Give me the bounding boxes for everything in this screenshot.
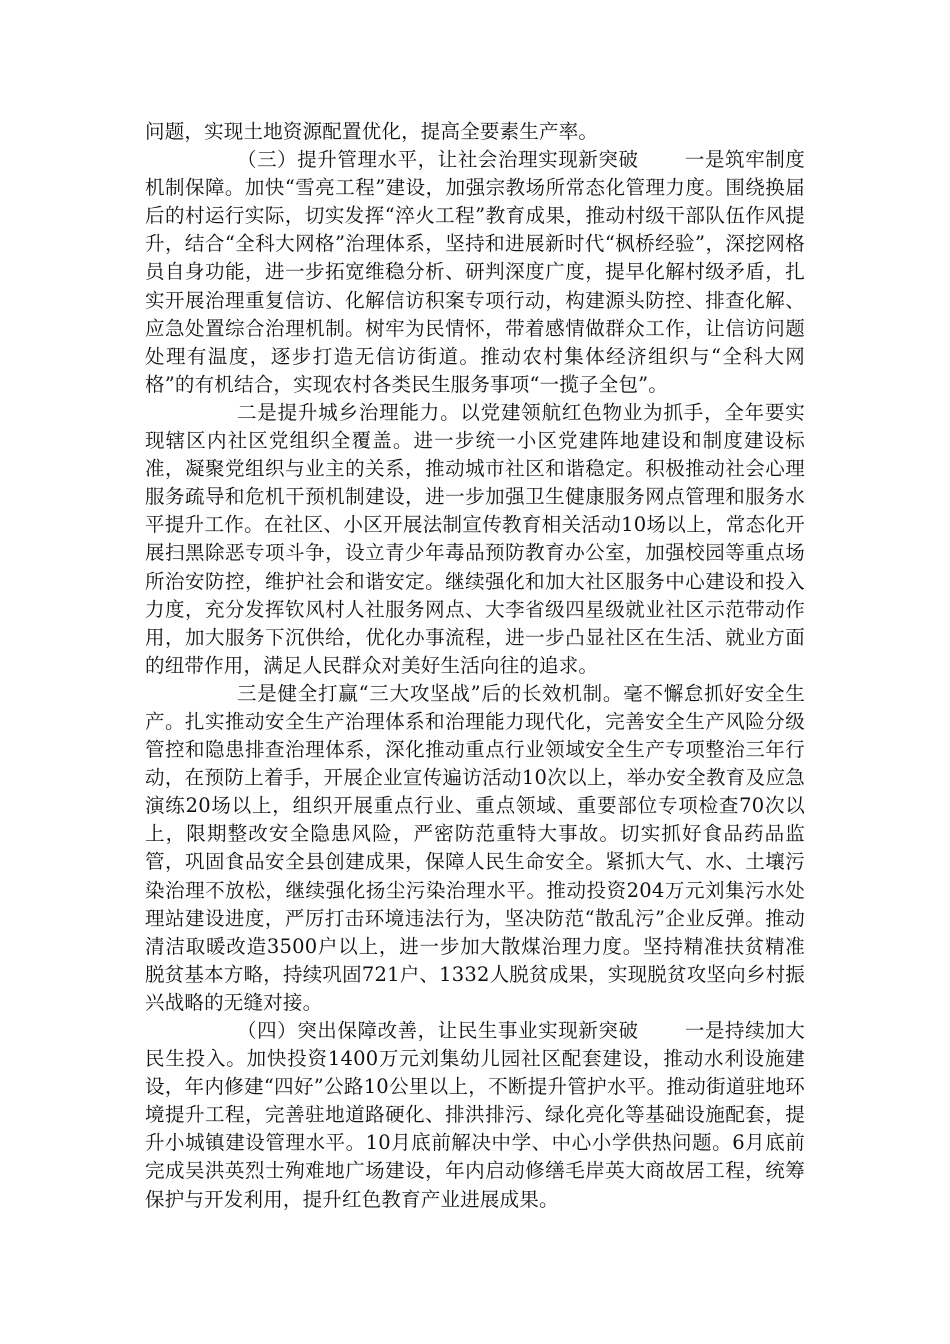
document-page	[145, 118, 805, 1214]
paragraph-section-four	[145, 1017, 805, 1214]
paragraph-text: 问题，实现土地资源配置优化，提高全要素生产率。	[145, 120, 599, 143]
paragraph-continuation	[145, 118, 805, 146]
paragraph-text: 二是提升城乡治理能力。以党建领航红色物业为抓手，全年要实现辖区内社区党组织全覆盖。进一步统一小区党建阵地建设和制度建设标准，凝聚党组织与业主的关系，推动城市社区和谐稳定。积极推动社会心理服务疏导和危机干预机制建设，进一步加强卫生健康服务网点管理和服务水平提升工作。在社区、小区开展法制宣传教育相关活动10场以上，常态化开展扫黑除恶专项斗争，设立青少年毒品预防教育办公室，加强校园等重点场所治安防控，维护社会和谐安定。继续强化和加大社区服务中心建设和投入力度，充分发挥钦风村人社服务网点、大李省级四星级就业社区示范带动作用，加大服务下沉供给，优化办事流程，进一步凸显社区在生活、就业方面的纽带作用，满足人民群众对美好生活向往的追求。	[145, 400, 805, 677]
paragraph-text: 一是持续加大民生投入。加快投资1400万元刘集幼儿园社区配套建设，推动水利设施建设，年内修建“四好”公路10公里以上，不断提升管护水平。推动街道驻地环境提升工程，完善驻地道路硬化、排洪排污、绿化亮化等基础设施配套，提升小城镇建设管理水平。10月底前解决中学、中心小学供热问题。6月底前完成吴洪英烈士殉难地广场建设，年内启动修缮毛岸英大商故居工程，统筹保护与开发利用，提升红色教育产业进展成果。	[145, 1019, 805, 1211]
paragraph-long-term-mechanism	[145, 680, 805, 1017]
paragraph-text: 三是健全打赢“三大攻坚战”后的长效机制。毫不懈怠抓好安全生产。扎实推动安全生产治理体系和治理能力现代化，完善安全生产风险分级管控和隐患排查治理体系，深化推动重点行业领域安全生产专项整治三年行动，在预防上着手，开展企业宣传遍访活动10次以上，举办安全教育及应急演练20场以上，组织开展重点行业、重点领域、重要部位专项检查70次以上，限期整改安全隐患风险，严密防范重特大事故。切实抓好食品药品监管，巩固食品安全县创建成果，保障人民生命安全。紧抓大气、水、土壤污染治理不放松，继续强化扬尘污染治理水平。推动投资204万元刘集污水处理站建设进度，严厉打击环境违法行为，坚决防范“散乱污”企业反弹。推动清洁取暖改造3500户以上，进一步加大散煤治理力度。坚持精准扶贫精准脱贫基本方略，持续巩固721户、1332人脱贫成果，实现脱贫攻坚向乡村振兴战略的无缝对接。	[145, 681, 805, 1014]
section-heading: （四）突出保障改善，让民生事业实现新突破	[237, 1019, 639, 1042]
paragraph-urban-rural-governance	[145, 399, 805, 680]
section-heading: （三）提升管理水平，让社会治理实现新突破	[237, 148, 639, 172]
paragraph-text: 一是筑牢制度机制保障。加快“雪亮工程”建设，加强宗教场所常态化管理力度。围绕换届后的村运行实际，切实发挥“淬火工程”教育成果，推动村级干部队伍作风提升，结合“全科大网格”治理体系，坚持和进展新时代“枫桥经验”，深挖网格员自身功能，进一步拓宽维稳分析、研判深度广度，提早化解村级矛盾，扎实开展治理重复信访、化解信访积案专项行动，构建源头防控、排查化解、应急处置综合治理机制。树牢为民情怀，带着感情做群众工作，让信访问题处理有温度，逐步打造无信访街道。推动农村集体经济组织与“全科大网格”的有机结合，实现农村各类民生服务事项“一揽子全包”。	[145, 148, 805, 396]
paragraph-section-three	[145, 146, 805, 399]
